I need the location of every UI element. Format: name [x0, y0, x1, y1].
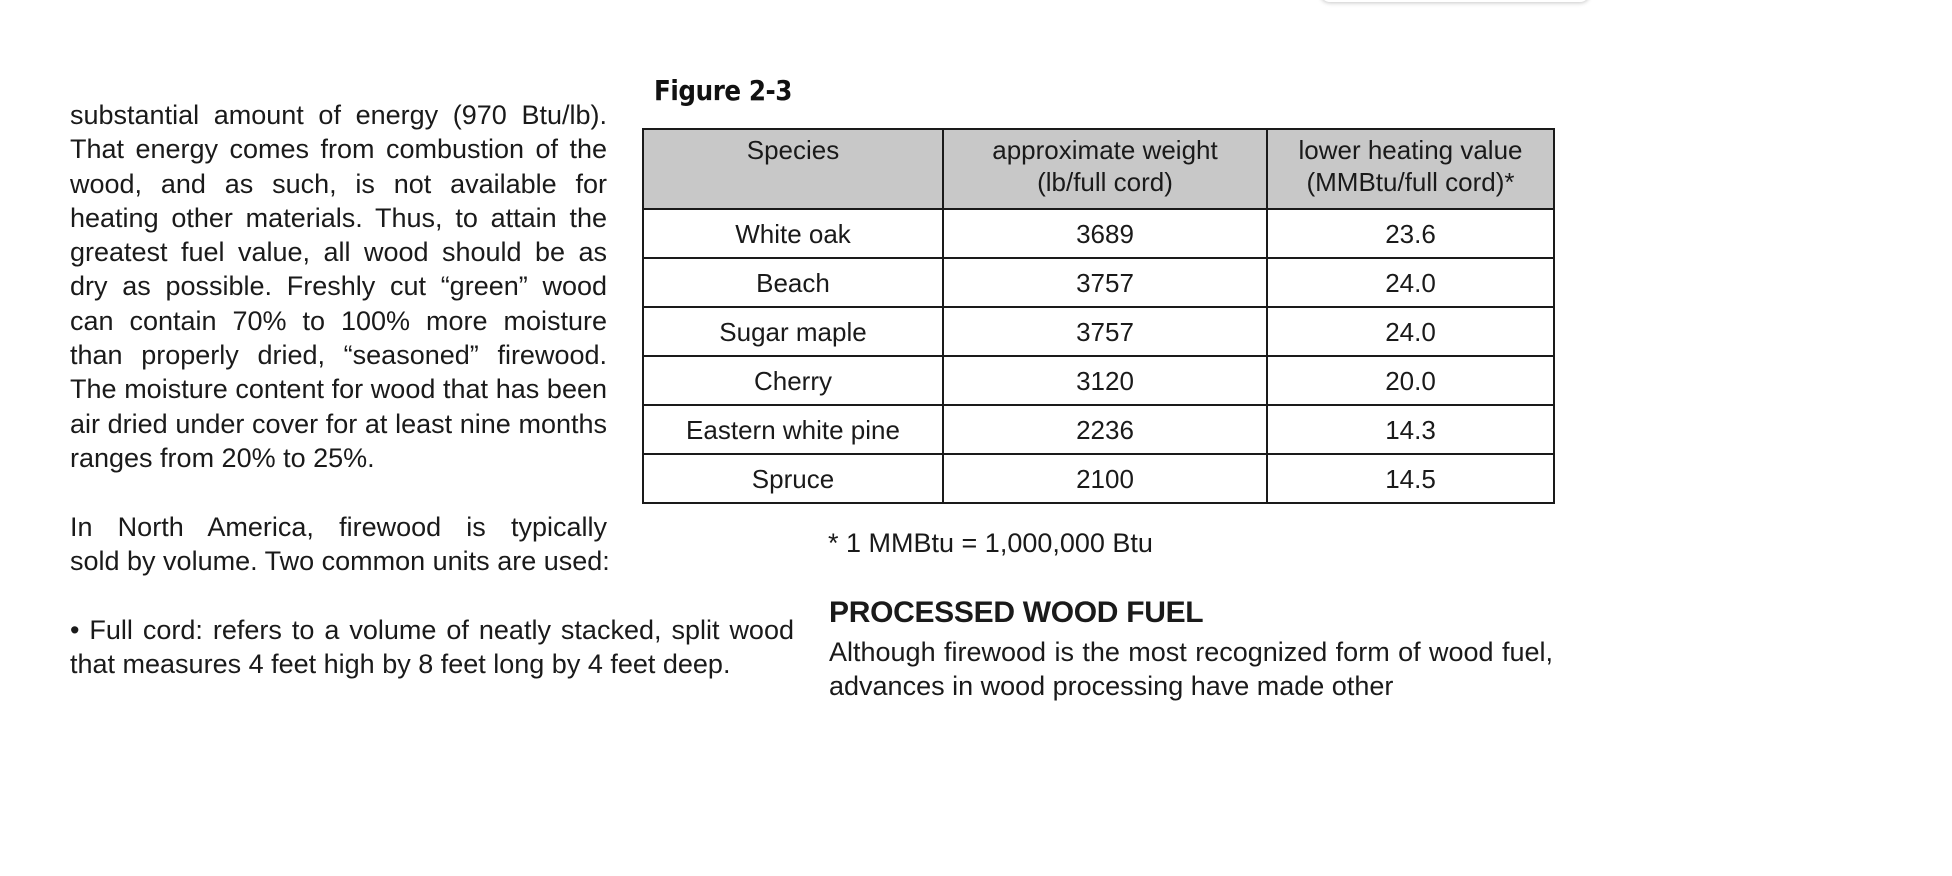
table-row [643, 307, 1554, 356]
cell-weight: 3757 [943, 307, 1267, 356]
header-heat-line2: (MMBtu/full cord)* [1306, 167, 1515, 197]
header-species: Species [643, 129, 943, 209]
cell-weight: 3689 [943, 209, 1267, 258]
cell-weight: 3757 [943, 258, 1267, 307]
header-weight-line1: approximate weight [992, 135, 1218, 165]
table-row [643, 454, 1554, 503]
header-heat-line1: lower heating value [1298, 135, 1523, 165]
table-row [643, 258, 1554, 307]
figure-title: Figure 2-3 [654, 74, 793, 107]
cell-heat: 14.5 [1267, 454, 1554, 503]
body-paragraph-moisture: substantial amount of energy (970 Btu/lb). That energy comes from combustion of the wood, and as such, is not available for heating other materials. Thus, to attain the greatest fuel value, all wood should be as dry as possible. Freshly cut “green” wood can contain 70% to 100% more moisture than properly dried, “seasoned” firewood. The moisture content for wood that has been air dried under cover for at least nine months ranges from 20% to 25%. [70, 100, 607, 473]
cell-heat: 23.6 [1267, 209, 1554, 258]
cell-species: Spruce [643, 454, 943, 503]
table-row [643, 209, 1554, 258]
header-weight-line2: (lb/full cord) [1037, 167, 1173, 197]
cell-heat: 24.0 [1267, 307, 1554, 356]
table-row [643, 405, 1554, 454]
table-header-row [643, 129, 1554, 209]
table-row [643, 356, 1554, 405]
body-paragraph-volume-line2: sold by volume. Two common units are used: [70, 546, 610, 576]
floating-toolbar-edge [1320, 0, 1590, 2]
header-heating-value [1267, 129, 1554, 209]
bullet-full-cord: • Full cord: refers to a volume of neatly stacked, split wood that measures 4 feet high by 8 feet long by 4 feet deep. [70, 615, 794, 680]
cell-weight: 2236 [943, 405, 1267, 454]
cell-heat: 24.0 [1267, 258, 1554, 307]
cell-weight: 2100 [943, 454, 1267, 503]
cell-heat: 20.0 [1267, 356, 1554, 405]
table-footnote: * 1 MMBtu = 1,000,000 Btu [828, 528, 1153, 558]
cell-species: Sugar maple [643, 307, 943, 356]
cell-species: Cherry [643, 356, 943, 405]
cell-heat: 14.3 [1267, 405, 1554, 454]
section-heading-processed-wood-fuel: PROCESSED WOOD FUEL [829, 596, 1204, 629]
body-paragraph-processed-fuel: Although firewood is the most recognized form of wood fuel, advances in wood processing have made other [829, 637, 1553, 702]
cell-species: White oak [643, 209, 943, 258]
cell-species: Beach [643, 258, 943, 307]
wood-species-table [642, 128, 1555, 504]
cell-weight: 3120 [943, 356, 1267, 405]
body-paragraph-volume-line1: In North America, firewood is typically [70, 512, 607, 542]
header-weight [943, 129, 1267, 209]
cell-species: Eastern white pine [643, 405, 943, 454]
